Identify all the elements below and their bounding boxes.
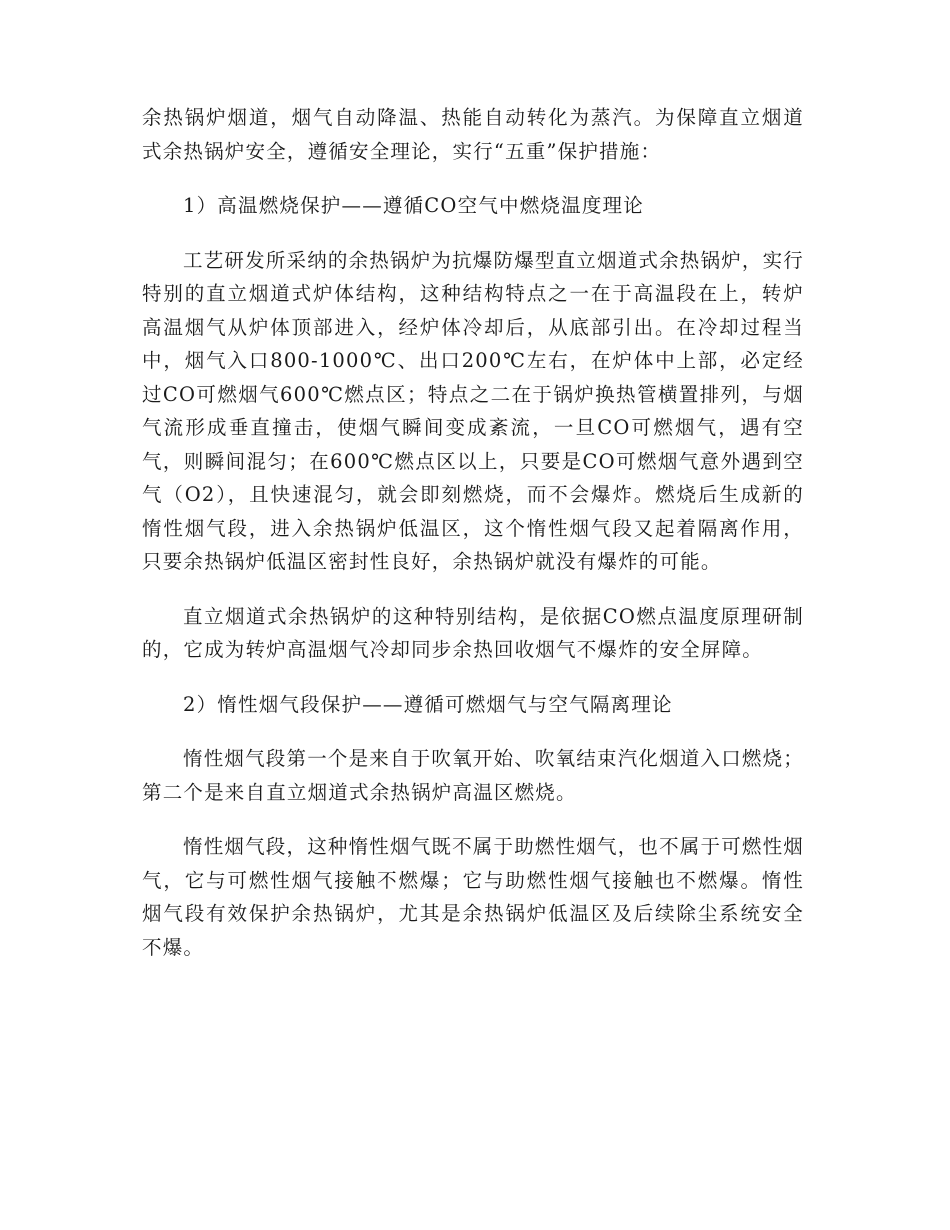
paragraph-inert-gas-protection: 惰性烟气段，这种惰性烟气既不属于助燃性烟气，也不属于可燃性烟气，它与可燃性烟气接触不燃爆；它与助燃性烟气接触也不燃爆。惰性烟气段有效保护余热锅炉，尤其是余热锅炉低温区及后续除尘系统安全不爆。 xyxy=(142,835,805,959)
paragraph-inert-gas-sources: 惰性烟气段第一个是来自于吹氧开始、吹氧结束汽化烟道入口燃烧；第二个是来自直立烟道式余热锅炉高温区燃烧。 xyxy=(142,747,805,804)
section-heading-high-temp-combustion: 1）高温燃烧保护——遵循CO空气中燃烧温度理论 xyxy=(183,194,644,217)
document-body xyxy=(142,101,804,985)
paragraph-intro: 余热锅炉烟道，烟气自动降温、热能自动转化为蒸汽。为保障直立烟道式余热锅炉安全，遵循安全理论，实行“五重”保护措施： xyxy=(142,106,804,163)
paragraph-boiler-structure: 工艺研发所采纳的余热锅炉为抗爆防爆型直立烟道式余热锅炉，实行特别的直立烟道式炉体结构，这种结构特点之一在于高温段在上，转炉高温烟气从炉体顶部进入，经炉体冷却后，从底部引出。在冷却过程当中，烟气入口800-1000℃、出口200℃左右，在炉体中上部，必定经过CO可燃烟气600℃燃点区；特点之二在于锅炉换热管横置排列，与烟气流形成垂直撞击，使烟气瞬间变成紊流，一旦CO可燃烟气，遇有空气，则瞬间混匀；在600℃燃点区以上，只要是CO可燃烟气意外遇到空气（O2），且快速混匀，就会即刻燃烧，而不会爆炸。燃烧后生成新的惰性烟气段，进入余热锅炉低温区，这个惰性烟气段又起着隔离作用，只要余热锅炉低温区密封性良好，余热锅炉就没有爆炸的可能。 xyxy=(142,248,805,573)
paragraph-structure-summary: 直立烟道式余热锅炉的这种特别结构，是依据CO燃点温度原理研制的，它成为转炉高温烟气冷却同步余热回收烟气不爆炸的安全屏障。 xyxy=(142,604,804,661)
section-heading-inert-gas: 2）惰性烟气段保护——遵循可燃烟气与空气隔离理论 xyxy=(183,692,673,716)
